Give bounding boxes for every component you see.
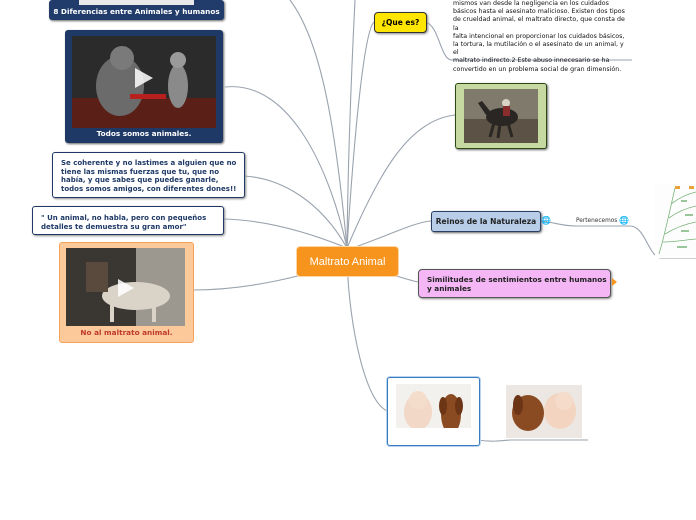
play-icon[interactable]	[131, 66, 155, 94]
central-topic[interactable]	[297, 247, 398, 276]
quote-coherente-topic[interactable]	[52, 152, 245, 198]
quote-animal-text: " Un animal, no habla, pero con pequeños detalles te demuestra su gran amor"	[41, 214, 207, 231]
quote-coherente-text: Se coherente y no lastimes a alguien que no tiene las mismas fuerzas que tu, que no había, y que sabes que puedes ganarle, todos somos amigos, con diferentes dones!!	[61, 159, 237, 194]
description-line: falta intencional en proporcionar los cuidados básicos,	[453, 32, 625, 40]
similitudes-topic[interactable]	[418, 269, 611, 298]
description-line: básicos hasta el asesinato malicioso. Existen dos tipos	[453, 8, 625, 16]
video-thumbnail-strip	[79, 0, 194, 5]
que-es-description	[453, 0, 631, 74]
video-caption: Todos somos animales.	[96, 129, 192, 138]
description-line: de crueldad animal, el maltrato directo, que consta de la	[453, 16, 625, 32]
diferencias-topic[interactable]	[49, 0, 224, 20]
video-todos-somos-animales[interactable]	[65, 30, 223, 143]
que-es-label: ¿Que es?	[381, 18, 420, 27]
horse-image-topic[interactable]	[455, 83, 547, 149]
globe-icon[interactable]: 🌐	[541, 216, 551, 225]
tree-diagram-image[interactable]	[655, 184, 696, 258]
expand-arrow-icon[interactable]	[612, 278, 617, 286]
baby-puppy-topic[interactable]	[387, 377, 480, 446]
puppy-baby-photo[interactable]	[506, 385, 582, 438]
quote-animal-topic[interactable]	[32, 206, 224, 235]
horse-photo	[464, 89, 538, 143]
reinos-label: Reinos de la Naturaleza	[435, 217, 537, 226]
description-line: mismos van desde la negligencia en los cuidados	[453, 0, 609, 7]
video-caption: No al maltrato animal.	[80, 328, 173, 337]
video-no-maltrato[interactable]	[59, 242, 194, 343]
play-icon[interactable]	[114, 277, 136, 303]
description-line: la tortura, la mutilación o el asesinato de un animal, y el	[453, 41, 624, 57]
central-topic-label: Maltrato Animal	[309, 255, 386, 268]
similitudes-label: Similitudes de sentimientos entre humanos y animales	[427, 275, 607, 293]
pertenecemos-label: Pertenecemos	[576, 218, 618, 224]
diferencias-label: 8 Diferencias entre Animales y humanos	[53, 7, 220, 16]
puppy-baby-image	[506, 385, 582, 438]
description-line: maltrato indirecto.2 Este abuso innecesario se ha	[453, 57, 610, 65]
description-line: convertido en un problema social de gran dimensión.	[453, 65, 622, 73]
globe-icon[interactable]: 🌐	[619, 216, 629, 225]
reinos-topic[interactable]	[431, 211, 541, 232]
baby-puppy-photo	[396, 384, 471, 439]
que-es-topic[interactable]	[374, 12, 427, 33]
tree-diagram-thumbnail	[655, 184, 696, 258]
